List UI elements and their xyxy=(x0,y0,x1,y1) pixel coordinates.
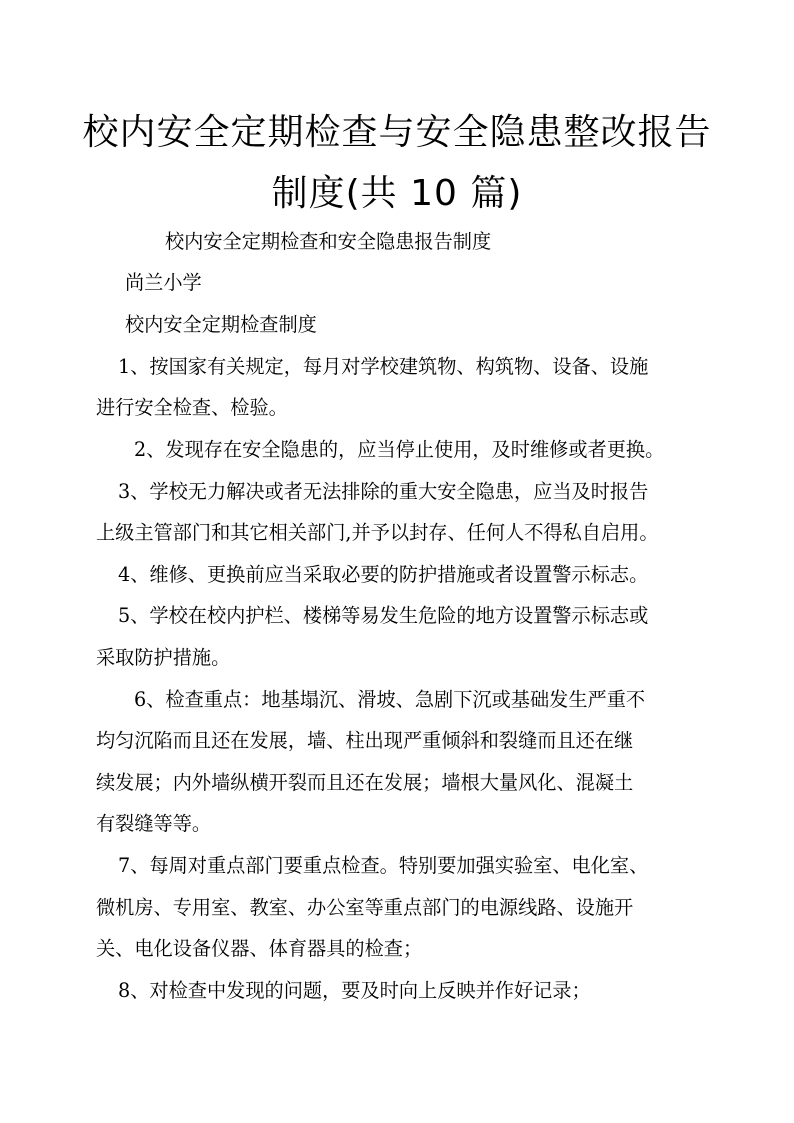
paragraph-7-line-2: 微机房、专用室、教室、办公室等重点部门的电源线路、设施开 xyxy=(96,896,634,919)
paragraph-5-line-1: 5、学校在校内护栏、楼梯等易发生危险的地方设置警示标志或 xyxy=(118,604,649,627)
paragraph-4-line-1: 4、维修、更换前应当采取必要的防护措施或者设置警示标志。 xyxy=(118,563,649,586)
paragraph-1-line-1: 1、按国家有关规定，每月对学校建筑物、构筑物、设备、设施 xyxy=(118,355,649,378)
paragraph-7-line-3: 关、电化设备仪器、体育器具的检查； xyxy=(96,937,423,960)
paragraph-2-line-1: 2、发现存在安全隐患的，应当停止使用，及时维修或者更换。 xyxy=(134,438,665,461)
paragraph-7-line-1: 7、每周对重点部门要重点检查。特别要加强实验室、电化室、 xyxy=(118,854,649,877)
doc-title-line-2: 制度(共 10 篇) xyxy=(271,173,523,214)
paragraph-3-line-2: 上级主管部门和其它相关部门,并予以封存、任何人不得私自启用。 xyxy=(96,521,659,544)
doc-title-line-1: 校内安全定期检查与安全隐患整改报告 xyxy=(82,112,712,153)
paragraph-6-line-3: 续发展；内外墙纵横开裂而且还在发展；墙根大量风化、混凝土 xyxy=(96,771,634,794)
paragraph-5-line-2: 采取防护措施。 xyxy=(96,646,231,669)
paragraph-6-line-4: 有裂缝等等。 xyxy=(96,812,212,835)
paragraph-6-line-1: 6、检查重点：地基塌沉、滑坡、急剧下沉或基础发生严重不 xyxy=(134,688,646,711)
doc-subtitle: 校内安全定期检查和安全隐患报告制度 xyxy=(165,230,492,253)
paragraph-6-line-2: 均匀沉陷而且还在发展，墙、柱出现严重倾斜和裂缝而且还在继 xyxy=(96,729,634,752)
section-title: 校内安全定期检查制度 xyxy=(125,313,317,336)
school-name: 尚兰小学 xyxy=(125,271,202,294)
paragraph-8-line-1: 8、对检查中发现的问题，要及时向上反映并作好记录； xyxy=(118,979,591,1002)
paragraph-3-line-1: 3、学校无力解决或者无法排除的重大安全隐患，应当及时报告 xyxy=(118,480,649,503)
paragraph-1-line-2: 进行安全检查、检验。 xyxy=(96,396,288,419)
